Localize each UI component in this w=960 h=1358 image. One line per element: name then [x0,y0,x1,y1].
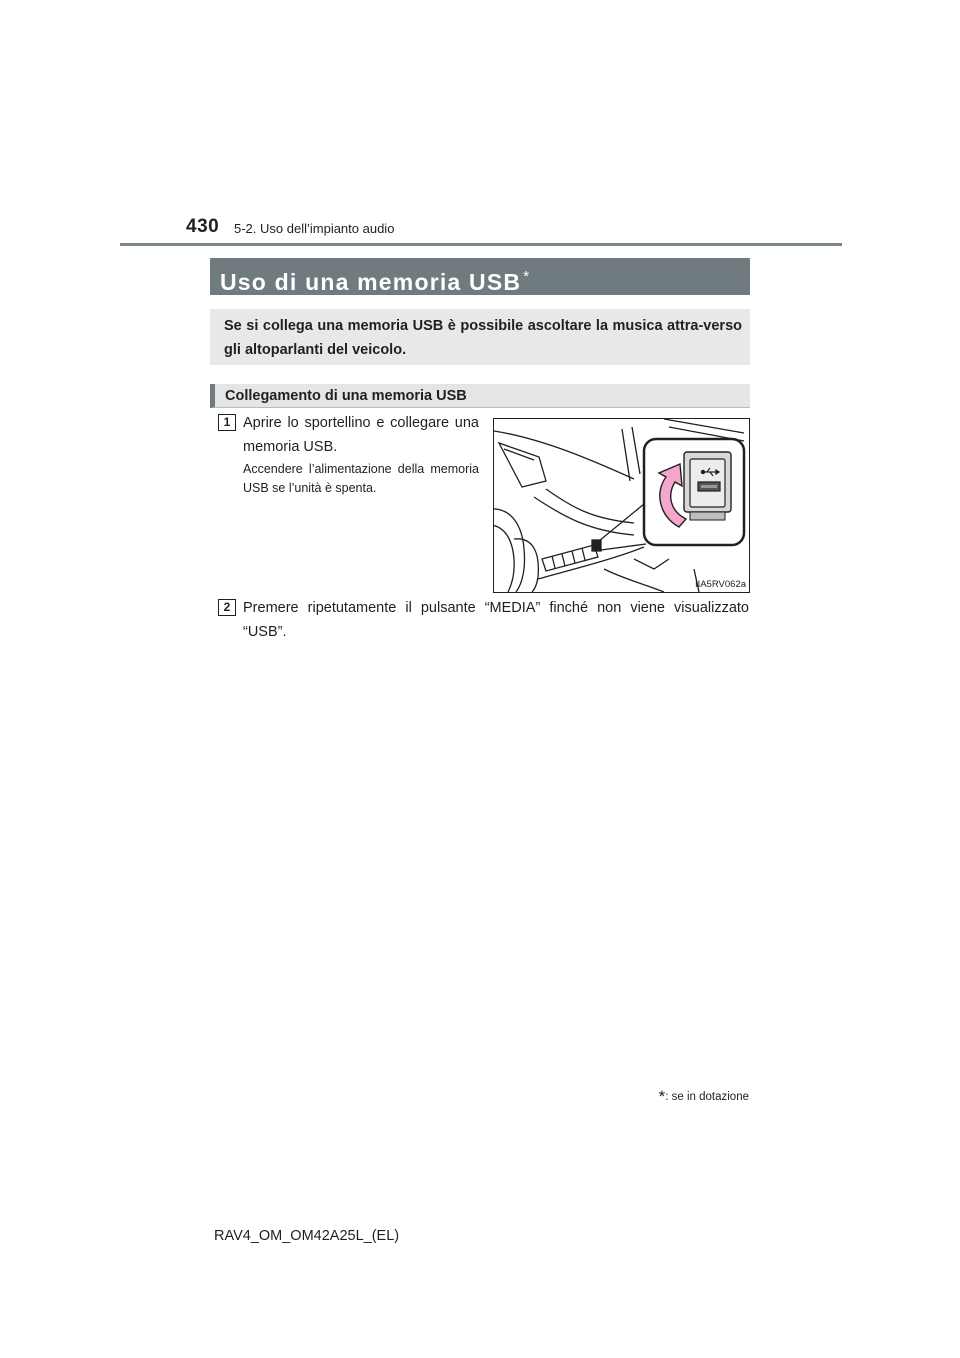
footnote-text: : se in dotazione [665,1091,749,1103]
step-1-text: Aprire lo sportellino e collegare una memoria USB. [243,415,479,455]
manual-code: RAV4_OM_OM42A25L_(EL) [214,1228,400,1244]
page-title [210,258,750,295]
step-number-2: 2 [218,599,236,616]
step-1-note: Accendere l’alimentazione della memoria USB se l’unità è spenta. [243,462,479,495]
title-footnote-mark: * [523,268,531,285]
dashboard-drawing [494,419,749,592]
step-2-text: Premere ripetutamente il pulsante “MEDIA” finché non viene visualizzato “USB”. [243,600,749,640]
footnote [600,1087,749,1107]
subsection-heading: Collegamento di una memoria USB [210,384,750,408]
footnote-mark: * [658,1087,666,1106]
header-rule [120,243,842,246]
intro-text: Se si collega una memoria USB è possibile ascoltare la musica attra-verso gli altoparlanti del veicolo. [210,309,750,365]
page-title-text: Uso di una memoria USB [220,269,522,295]
usb-port-illustration [493,418,750,593]
section-label: 5-2. Uso dell’impianto audio [234,221,395,236]
page-number: 430 [186,216,220,237]
illustration-code: IIA5RV062a [694,579,746,590]
step-number-1: 1 [218,414,236,431]
